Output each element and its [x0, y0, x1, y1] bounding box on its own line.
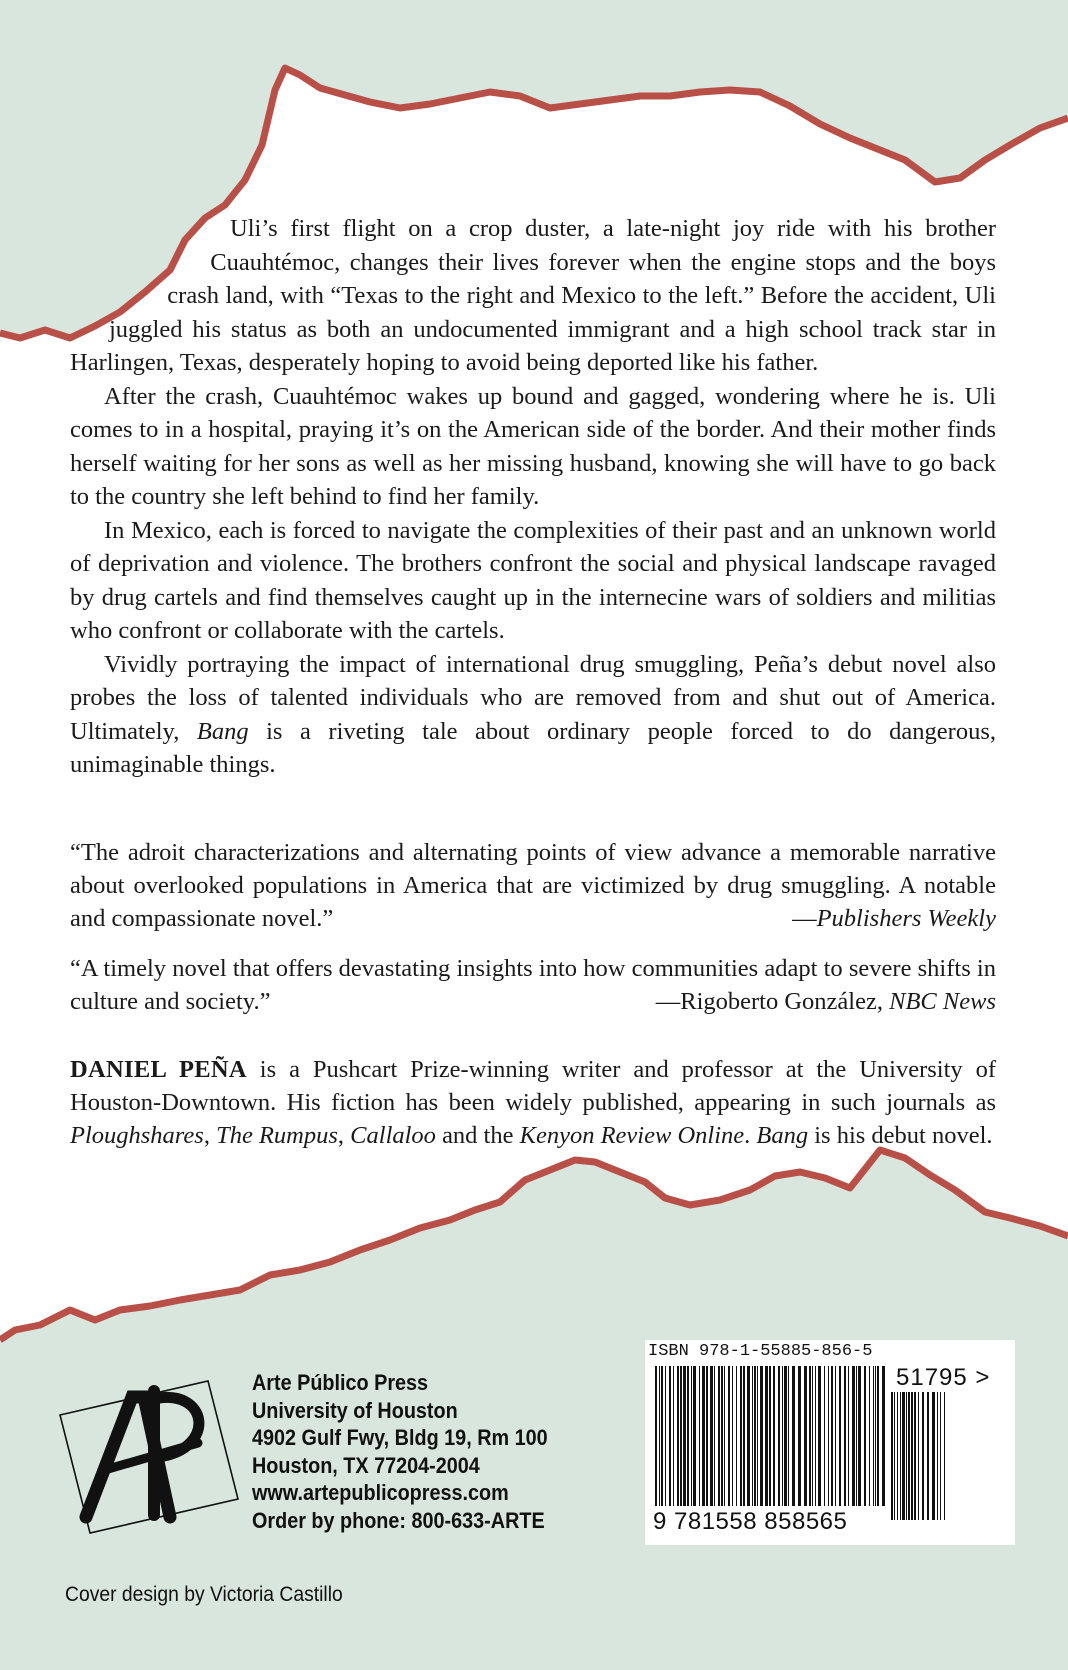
description-paragraph-1: Uli’s first flight on a crop duster, a late-night joy ride with his brother Cuauhtémoc, changes their lives forever when the engine stops and the boys crash land, with “Texas to the right and Mexico to the left.” Before the accident, Uli juggled his status as both an undocumented immigrant and a high school track star in Harlingen, Texas, desperately hoping to avoid being deported like his father. [70, 215, 996, 376]
barcode-bar [773, 1366, 775, 1506]
attribution-source: Publishers Weekly [816, 905, 996, 932]
barcode-bar [882, 1366, 885, 1506]
barcode-bar [856, 1366, 857, 1506]
barcode-bar [940, 1392, 941, 1520]
barcode-bar [812, 1366, 813, 1506]
barcode-bar [778, 1366, 780, 1506]
barcode-bar [937, 1392, 938, 1520]
barcode-bar [769, 1366, 771, 1506]
barcode-bar [908, 1392, 910, 1520]
quote-attribution [792, 902, 996, 935]
barcode-bar [804, 1366, 807, 1506]
barcode-bar [873, 1366, 874, 1506]
barcode-bar [839, 1366, 841, 1506]
barcode-bar [669, 1366, 671, 1506]
barcode-bar [798, 1366, 801, 1506]
publisher-street: 4902 Gulf Fwy, Bldg 19, Rm 100 [252, 1425, 548, 1450]
cover-design-credit: Cover design by Victoria Castillo [65, 1583, 343, 1606]
barcode-bar [687, 1366, 689, 1506]
barcode-bar [809, 1366, 811, 1506]
barcode-bar [877, 1366, 879, 1506]
barcode-bar [691, 1366, 692, 1506]
bio-text: is a Pushcart Prize-winning writer and professor at the University of Houston-Downtown. His fiction has been widely published, appearing in such journals as [70, 1056, 996, 1116]
barcode-bar [906, 1392, 907, 1520]
barcode-bar [680, 1366, 682, 1506]
publisher-website: www.artepublicopress.com [252, 1480, 509, 1505]
barcode-bar [655, 1366, 657, 1506]
barcode-bar [714, 1366, 715, 1506]
barcode-bar [875, 1366, 876, 1506]
description-paragraph-2: After the crash, Cuauhtémoc wakes up bound and gagged, wondering where he is. Uli comes to in a hospital, praying it’s on the American side of the border. And their mother finds herself waiting for her sons as well as her missing husband, knowing she will have to go back to the country she left behind to find her family. [70, 382, 996, 510]
barcode-bar [891, 1392, 893, 1520]
bio-separator: , [337, 1122, 351, 1149]
barcode-bar [894, 1392, 895, 1520]
barcode-bar [673, 1366, 674, 1506]
publisher-university: University of Houston [252, 1397, 458, 1423]
barcode-bar [740, 1366, 742, 1506]
barcode-bar [693, 1366, 696, 1506]
barcode-bar [944, 1392, 945, 1520]
author-bio [70, 1053, 996, 1152]
review-quote-nbc-news [70, 952, 996, 1018]
barcode-bar [932, 1392, 935, 1520]
barcode-bar [902, 1392, 905, 1520]
barcode-bar [918, 1392, 919, 1520]
publisher-logo [58, 1377, 240, 1537]
addon-arrow: > [975, 1364, 991, 1391]
description-paragraph-3: In Mexico, each is forced to navigate the complexities of their past and an unknown world of deprivation and violence. The brothers confront the social and physical landscape ravaged by drug cartels and find themselves caught up in the internecine wars of soldiers and militias who confront or collaborate with the cartels. [70, 516, 996, 644]
journal-kenyon-review: Kenyon Review Online [519, 1122, 745, 1149]
publisher-phone: Order by phone: 800-633-ARTE [252, 1507, 545, 1533]
barcode-bar [782, 1366, 783, 1506]
barcode-bar [718, 1366, 720, 1506]
journal-callaloo: Callaloo [350, 1122, 436, 1149]
barcode-bar [721, 1366, 723, 1506]
journal-ploughshares: Ploughshares [70, 1122, 204, 1149]
barcode-bar [659, 1366, 660, 1506]
barcode-bar [824, 1366, 825, 1506]
addon-digits [896, 1364, 990, 1392]
barcode-bar [724, 1366, 725, 1506]
barcode-bar [710, 1366, 713, 1506]
barcode-bar [828, 1366, 829, 1506]
barcode-bar [897, 1392, 898, 1520]
barcode-bar [927, 1392, 929, 1520]
barcode-bar [728, 1366, 730, 1506]
barcode-bar [665, 1366, 666, 1506]
barcode-bar [864, 1366, 866, 1506]
barcode-bar [699, 1366, 700, 1506]
barcode-bar [869, 1366, 870, 1506]
barcode-bar [752, 1366, 753, 1506]
barcode-bar [736, 1366, 737, 1506]
addon-number: 51795 [896, 1364, 968, 1391]
quote-text: “The adroit characterizations and alternating points of view advance a memorable narrative about overlooked populations in America that are victimized by drug smuggling. A notable and compassionate novel.” [70, 839, 996, 932]
barcode-bar [754, 1366, 756, 1506]
paragraph-4-text-b: is a riveting tale about ordinary people forced to do dangerous, unimaginable things. [70, 717, 996, 778]
author-name: DANIEL PEÑA [70, 1056, 247, 1083]
review-quote-publishers-weekly [70, 836, 996, 935]
publisher-city: Houston, TX 77204-2004 [252, 1452, 480, 1478]
barcode-bar [743, 1366, 745, 1506]
barcode-bar [848, 1366, 849, 1506]
bio-text: . [744, 1122, 757, 1149]
barcode-bar [788, 1366, 789, 1506]
barcode-bar [706, 1366, 708, 1506]
barcode-bar [760, 1366, 763, 1506]
barcode-bar [747, 1366, 750, 1506]
barcode-bar [683, 1366, 686, 1506]
attribution-name: —Rigoberto González, [655, 988, 890, 1015]
barcode-bar [835, 1366, 836, 1506]
barcode-bar [792, 1366, 795, 1506]
barcode-bar [922, 1392, 924, 1520]
barcode-bar [858, 1366, 861, 1506]
barcode-bar [732, 1366, 733, 1506]
bio-text: is his debut novel. [808, 1122, 993, 1149]
barcode-bar [765, 1366, 768, 1506]
attribution-source: NBC News [889, 988, 996, 1015]
barcode-bar [818, 1366, 821, 1506]
isbn-label: ISBN 978-1-55885-856-5 [648, 1342, 873, 1361]
barcode-bar [757, 1366, 758, 1506]
quote-text: “A timely novel that offers devastating insights into how communities adapt to severe shifts in culture and society.” [70, 955, 996, 1015]
barcode-bar [784, 1366, 787, 1506]
book-description [70, 212, 996, 782]
publisher-info [252, 1369, 581, 1534]
barcode-bar [661, 1366, 663, 1506]
barcode-bar [911, 1392, 913, 1520]
barcode-bar [831, 1366, 833, 1506]
book-title-italic: Bang [196, 717, 249, 745]
journal-rumpus: The Rumpus [216, 1122, 338, 1149]
publisher-name: Arte Público Press [252, 1370, 429, 1395]
barcode-bar [815, 1366, 816, 1506]
barcode-bar [702, 1366, 705, 1506]
barcode-bar [914, 1392, 916, 1520]
barcode-bar [844, 1366, 846, 1506]
quote-attribution [656, 985, 996, 1018]
bio-separator: , [203, 1122, 217, 1149]
barcode-bar [852, 1366, 855, 1506]
book-title-italic: Bang [756, 1122, 809, 1149]
barcode-digits: 9 781558 858565 [653, 1508, 848, 1535]
attribution-dash: — [792, 905, 817, 932]
barcode-bar [677, 1366, 679, 1506]
description-paragraph-4 [70, 648, 996, 782]
bio-text: and the [435, 1122, 520, 1149]
paragraph-4-text-a: Vividly portraying the impact of international drug smuggling, Peña’s debut novel also probes the loss of talented individuals who are removed from and shut out of America. Ultimately, [70, 650, 996, 745]
barcode-bar [900, 1392, 901, 1520]
